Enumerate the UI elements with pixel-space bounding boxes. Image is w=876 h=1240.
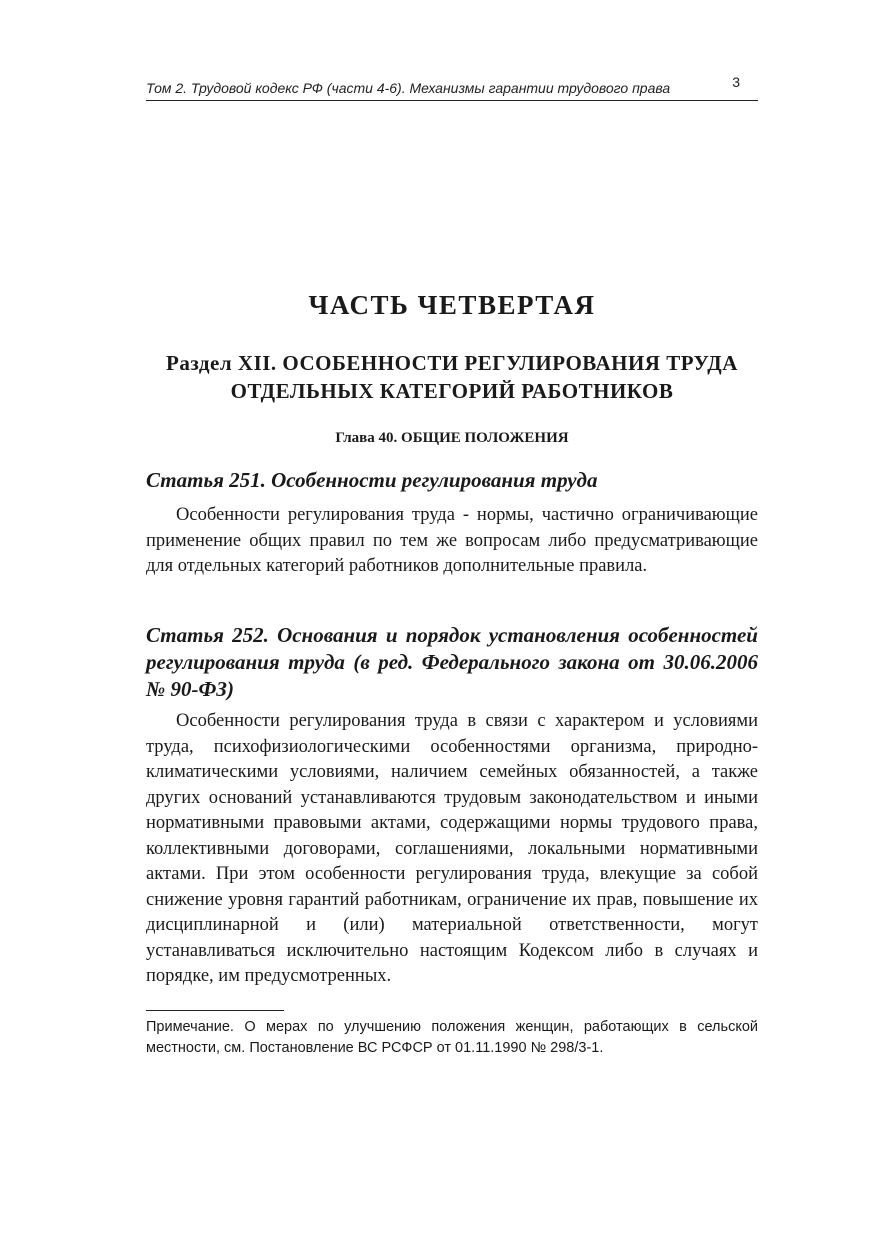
document-page: [146, 0, 758, 1240]
running-title: Том 2. Трудовой кодекс РФ (части 4-6). Механизмы гарантии трудового права: [146, 80, 671, 96]
running-header: [146, 74, 758, 101]
footnote-divider: [146, 1010, 284, 1011]
article-251-text: Особенности регулирования труда - нормы, частично ограничивающие применение общих правил по тем же вопросам либо предусматривающие для отдельных категорий работников дополнительные правила.: [146, 505, 758, 576]
article-252-text: Особенности регулирования труда в связи с характером и условиями труда, психофизиологическими особенностями организма, природно-климатическими условиями, наличием семейных обязанностей, а также других оснований устанавливаются трудовым законодательством и иными нормативными правовыми актами, содержащими нормы трудового права, коллективными договорами, соглашениями, локальными нормативными актами. При этом особенности регулирования труда, влекущие за собой снижение уровня гарантий работникам, ограничение их прав, повышение их дисциплинарной и (или) материальной ответственности, могут устанавливаться исключительно настоящим Кодексом либо в случаях и порядке, им предусмотренных.: [146, 711, 758, 986]
section-title-line-2: ОТДЕЛЬНЫХ КАТЕГОРИЙ РАБОТНИКОВ: [230, 379, 674, 403]
article-251-heading: Статья 251. Особенности регулирования труда: [146, 468, 598, 492]
article-252-heading: Статья 252. Основания и порядок установления особенностей регулирования труда (в ред. Федерального закона от 30.06.2006 № 90-ФЗ): [146, 623, 758, 701]
section-title: [146, 349, 758, 405]
page-number: 3: [732, 74, 740, 90]
footnote-note: Примечание. О мерах по улучшению положения женщин, работающих в сельской местности, см. Постановление ВС РСФСР от 01.11.1990 № 298/3-1.: [146, 1019, 758, 1056]
chapter-title: Глава 40. ОБЩИЕ ПОЛОЖЕНИЯ: [335, 430, 569, 446]
part-title: ЧАСТЬ ЧЕТВЕРТАЯ: [308, 290, 596, 320]
section-title-line-1: Раздел XII. ОСОБЕННОСТИ РЕГУЛИРОВАНИЯ ТРУДА: [166, 351, 738, 375]
